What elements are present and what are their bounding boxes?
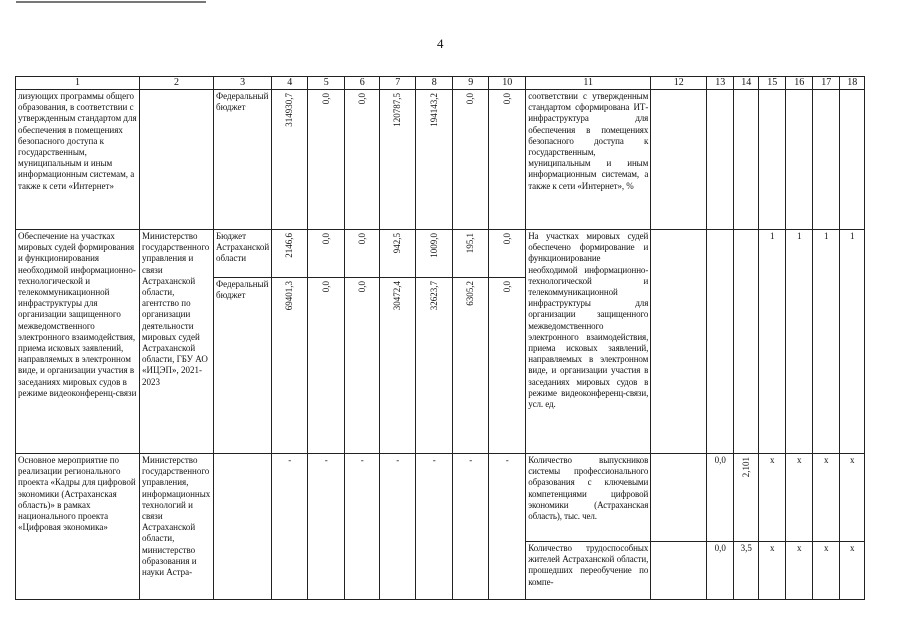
- value-cell: 195,1: [453, 230, 489, 278]
- empty-cell: [734, 90, 759, 230]
- value-cell: 0,0: [489, 230, 526, 278]
- header-cell: 8: [416, 77, 453, 90]
- value-cell: [734, 230, 759, 454]
- value-cell: x: [813, 454, 840, 542]
- value-cell: 0,0: [489, 90, 526, 230]
- funding-source: Федеральный бюджет: [214, 90, 272, 230]
- header-cell: 10: [489, 77, 526, 90]
- header-row: [16, 77, 865, 90]
- value-cell: [707, 230, 734, 454]
- header-cell: 6: [345, 77, 380, 90]
- header-cell: 9: [453, 77, 489, 90]
- header-cell: 11: [526, 77, 651, 90]
- value-cell: 30472,4: [380, 278, 416, 454]
- activity-name: Обеспечение на участках мировых судей формирования и функционирования необходимой информационно-технологической и телекоммуникационной инфраструктуры для организации защищенного межведомственного электронного взаимодействия, приема исковых заявлений, направляемых в электронном виде, и организации участия в заседаниях мировых судов в режиме видеоконференц-связи: [16, 230, 140, 454]
- value-cell: x: [813, 542, 840, 600]
- table-row: [16, 90, 865, 230]
- header-cell: 5: [308, 77, 345, 90]
- value-cell: -: [416, 454, 453, 600]
- header-cell: 16: [786, 77, 813, 90]
- executor-cell: Министерство государственного управления, информационных технологий и связи Астраханской области, министерство образования и науки Астра-: [140, 454, 214, 600]
- value-cell: -: [345, 454, 380, 600]
- header-cell: 7: [380, 77, 416, 90]
- empty-cell: [651, 90, 707, 230]
- value-cell: x: [840, 454, 865, 542]
- empty-cell: [707, 90, 734, 230]
- value-cell: x: [759, 454, 786, 542]
- header-cell: 1: [16, 77, 140, 90]
- value-cell: [651, 542, 707, 600]
- value-cell: 0,0: [308, 90, 345, 230]
- value-cell: x: [759, 542, 786, 600]
- executor-cell: Министерство государственного управления и связи Астраханской области, агентство по организации деятельности мировых судей Астраханской области, ГБУ АО «ИЦЭП», 2021-2023: [140, 230, 214, 454]
- value-cell: [651, 230, 707, 454]
- executor-cell: [140, 90, 214, 230]
- header-cell: 3: [214, 77, 272, 90]
- empty-cell: [840, 90, 865, 230]
- value-cell: -: [308, 454, 345, 600]
- value-cell: 1: [813, 230, 840, 454]
- header-cell: 4: [272, 77, 308, 90]
- program-table: [15, 76, 865, 600]
- indicator-cell: Количество выпускников системы профессионального образования с ключевыми компетенциями цифровой экономики (Астраханская область), тыс. чел.: [526, 454, 651, 542]
- value-cell: 1: [786, 230, 813, 454]
- value-cell: 0,0: [308, 230, 345, 278]
- value-cell: 32623,7: [416, 278, 453, 454]
- value-cell: 0,0: [489, 278, 526, 454]
- value-cell: 0,0: [345, 90, 380, 230]
- value-cell: 1: [759, 230, 786, 454]
- activity-name: лизующих программы общего образования, в соответствии с утвержденным стандартом для обеспечения в помещениях безопасного доступа к государственным, муниципальным и иным информационным системам, а также к сети «Интернет»: [16, 90, 140, 230]
- value-cell: -: [272, 454, 308, 600]
- header-cell: 13: [707, 77, 734, 90]
- value-cell: [651, 454, 707, 542]
- header-cell: 15: [759, 77, 786, 90]
- indicator-cell: Количество трудоспособных жителей Астраханской области, прошедших переобучение по компе-: [526, 542, 651, 600]
- value-cell: 2,101: [734, 454, 759, 542]
- empty-cell: [759, 90, 786, 230]
- indicator-cell: На участках мировых судей обеспечено формирование и функционирование необходимой информационно-технологической и телекоммуникационной инфраструктуры для организации защищенного межведомственного электронного взаимодействия, приема исковых заявлений, направляемых в электронном виде, и организации участия в заседаниях мировых судов в режиме видеоконференц-связи, усл. ед.: [526, 230, 651, 454]
- activity-name: Основное мероприятие по реализации регионального проекта «Кадры для цифровой экономики (Астраханская область)» в рамках национального проекта «Цифровая экономика»: [16, 454, 140, 600]
- value-cell: 942,5: [380, 230, 416, 278]
- table-row: [16, 454, 865, 542]
- value-cell: 0,0: [453, 90, 489, 230]
- value-cell: 0,0: [345, 230, 380, 278]
- value-cell: x: [786, 542, 813, 600]
- value-cell: -: [380, 454, 416, 600]
- value-cell: 0,0: [707, 542, 734, 600]
- value-cell: 3,5: [734, 542, 759, 600]
- value-cell: 1: [840, 230, 865, 454]
- empty-cell: [786, 90, 813, 230]
- header-cell: 17: [813, 77, 840, 90]
- header-cell: 18: [840, 77, 865, 90]
- funding-source: Бюджет Астраханской области: [214, 230, 272, 278]
- funding-source: [214, 454, 272, 600]
- value-cell: 1009,0: [416, 230, 453, 278]
- header-cell: 12: [651, 77, 707, 90]
- page-number: 4: [437, 36, 444, 51]
- header-cell: 2: [140, 77, 214, 90]
- value-cell: 2146,6: [272, 230, 308, 278]
- value-cell: 0,0: [707, 454, 734, 542]
- value-cell: 120787,5: [380, 90, 416, 230]
- top-rule: [16, 1, 206, 3]
- indicator-cell: соответствии с утвержденным стандартом сформирована ИТ-инфраструктура для обеспечения в помещениях безопасного доступа к государственным, муниципальным и иным информационным системам, а также к сети «Интернет», %: [526, 90, 651, 230]
- value-cell: x: [840, 542, 865, 600]
- value-cell: 0,0: [308, 278, 345, 454]
- value-cell: -: [453, 454, 489, 600]
- empty-cell: [813, 90, 840, 230]
- value-cell: 0,0: [345, 278, 380, 454]
- value-cell: 194143,2: [416, 90, 453, 230]
- funding-source: Федеральный бюджет: [214, 278, 272, 454]
- value-cell: 314930,7: [272, 90, 308, 230]
- value-cell: x: [786, 454, 813, 542]
- value-cell: 69401,3: [272, 278, 308, 454]
- value-cell: 6305,2: [453, 278, 489, 454]
- table-row: [16, 230, 865, 278]
- header-cell: 14: [734, 77, 759, 90]
- value-cell: -: [489, 454, 526, 600]
